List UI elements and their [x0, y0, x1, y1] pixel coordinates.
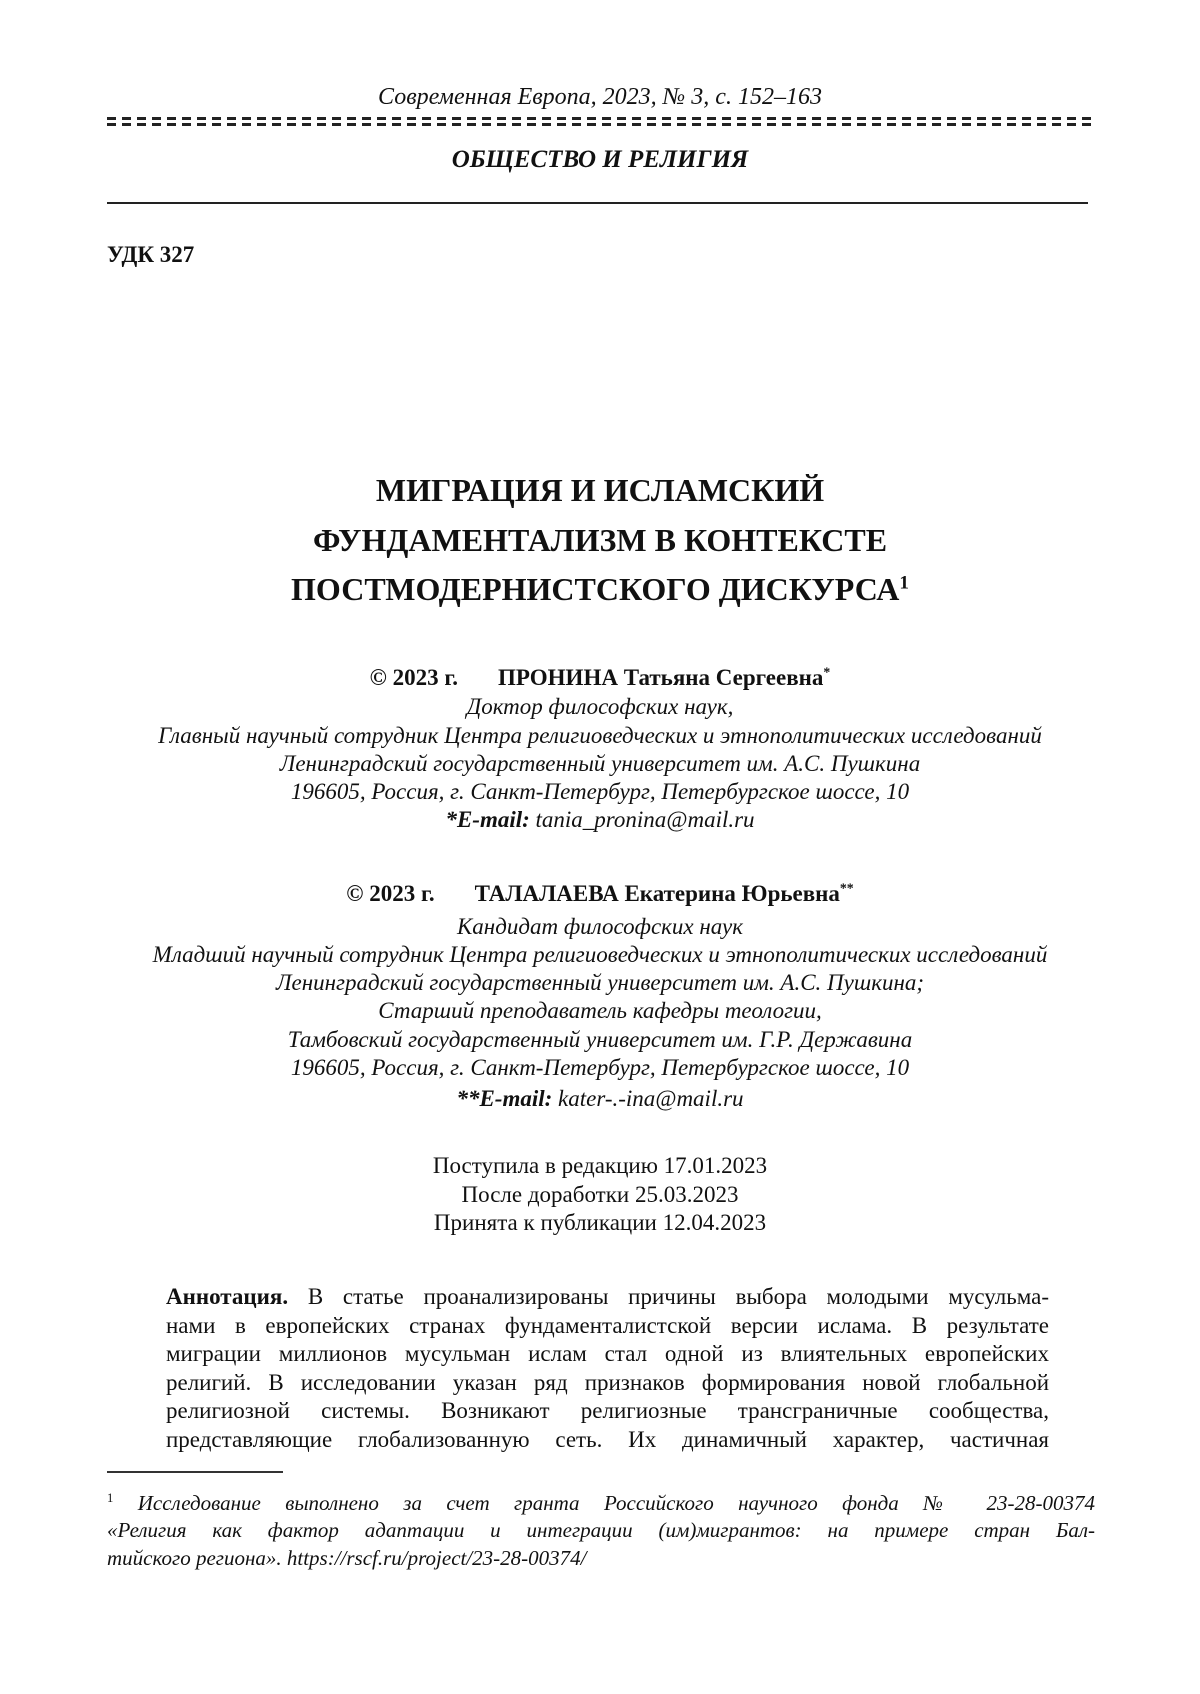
author-email[interactable]: tania_pronina@mail.ru — [535, 807, 755, 832]
received-date: Поступила в редакцию 17.01.2023 — [432, 1153, 768, 1178]
journal-header: Современная Европа, 2023, № 3, с. 152–163 — [378, 84, 822, 110]
footnote-line: тийского региона». https://rscf.ru/project/23-28-00374/ — [107, 1546, 587, 1570]
author-heading — [0, 880, 1200, 908]
footnote-mark: 1 — [107, 1491, 114, 1505]
author-affiliation: Доктор философских наук, — [466, 694, 734, 719]
abstract-line: миграции миллионов мусульман ислам стал одной из влиятельных европейских — [166, 1341, 1049, 1366]
footnote-ref[interactable]: 1 — [899, 572, 909, 594]
accepted-date: Принята к публикации 12.04.2023 — [433, 1210, 767, 1235]
abstract-label: Аннотация. — [166, 1284, 289, 1309]
author-email-line — [0, 1085, 1200, 1113]
author-copyright: © 2023 г. — [346, 881, 435, 906]
author-name: ПРОНИНА Татьяна Сергеевна — [497, 665, 824, 690]
author-affiliation: Ленинградский государственный университет им. А.С. Пушкина — [279, 751, 921, 776]
article-title-line: ПОСТМОДЕРНИСТСКОГО ДИСКУРСА$^1$ — [291, 571, 909, 607]
udk-code: УДК 327 — [107, 242, 195, 267]
footnote-line: «Религия как фактор адаптации и интеграции (им)мигрантов: на примере стран Бал- — [107, 1518, 1095, 1542]
header-rule — [107, 202, 1088, 204]
abstract-line: Аннотация. В статье проанализированы причины выбора молодыми мусульма- — [166, 1284, 1050, 1309]
author-affiliation: Тамбовский государственный университет им. Г.Р. Державина — [287, 1027, 913, 1052]
article-title-line: ФУНДАМЕНТАЛИЗМ В КОНТЕКСТЕ — [312, 522, 888, 558]
author-email[interactable]: kater-.-ina@mail.ru — [558, 1086, 744, 1111]
author-email-line — [0, 806, 1200, 834]
section-title: ОБЩЕСТВО И РЕЛИГИЯ — [451, 146, 749, 173]
article-title-line: МИГРАЦИЯ И ИСЛАМСКИЙ — [375, 472, 825, 508]
author-mark: * — [823, 664, 831, 680]
abstract-line: религий. В исследовании указан ряд признаков формирования новой глобальной — [166, 1370, 1049, 1395]
email-label: **E-mail: — [456, 1086, 553, 1111]
author-affiliation: 196605, Россия, г. Санкт-Петербург, Петербургское шоссе, 10 — [290, 779, 910, 804]
author-name: ТАЛАЛАЕВА Екатерина Юрьевна — [474, 881, 840, 906]
author-affiliation: Ленинградский государственный университет им. А.С. Пушкина; — [275, 970, 925, 995]
author-heading — [0, 664, 1200, 692]
author-affiliation: Главный научный сотрудник Центра религиоведческих и этнополитических исследований — [158, 723, 1042, 748]
abstract-line: представляющие глобализованную сеть. Их динамичный характер, частичная — [166, 1427, 1049, 1452]
author-affiliation: Старший преподаватель кафедры теологии, — [378, 998, 822, 1023]
author-affiliation: Младший научный сотрудник Центра религиоведческих и этнополитических исследований — [152, 942, 1048, 967]
author-mark: ** — [839, 880, 854, 896]
revised-date: После доработки 25.03.2023 — [461, 1182, 739, 1207]
author-affiliation: Кандидат философских наук — [457, 914, 743, 939]
double-dash-divider — [107, 117, 1095, 127]
abstract-line: нами в европейских странах фундаменталистской версии ислама. В результате — [166, 1313, 1049, 1338]
abstract-line: религиозной системы. Возникают религиозные трансграничные сообщества, — [166, 1398, 1049, 1423]
author-affiliation: 196605, Россия, г. Санкт-Петербург, Петербургское шоссе, 10 — [290, 1055, 910, 1080]
author-copyright: © 2023 г. — [369, 665, 458, 690]
email-label: *E-mail: — [445, 807, 530, 832]
footnote-line: $^1$ Исследование выполнено за счет гранта Российского научного фонда № 23-28-00374 — [107, 1491, 1096, 1515]
footnote-rule — [107, 1471, 283, 1473]
